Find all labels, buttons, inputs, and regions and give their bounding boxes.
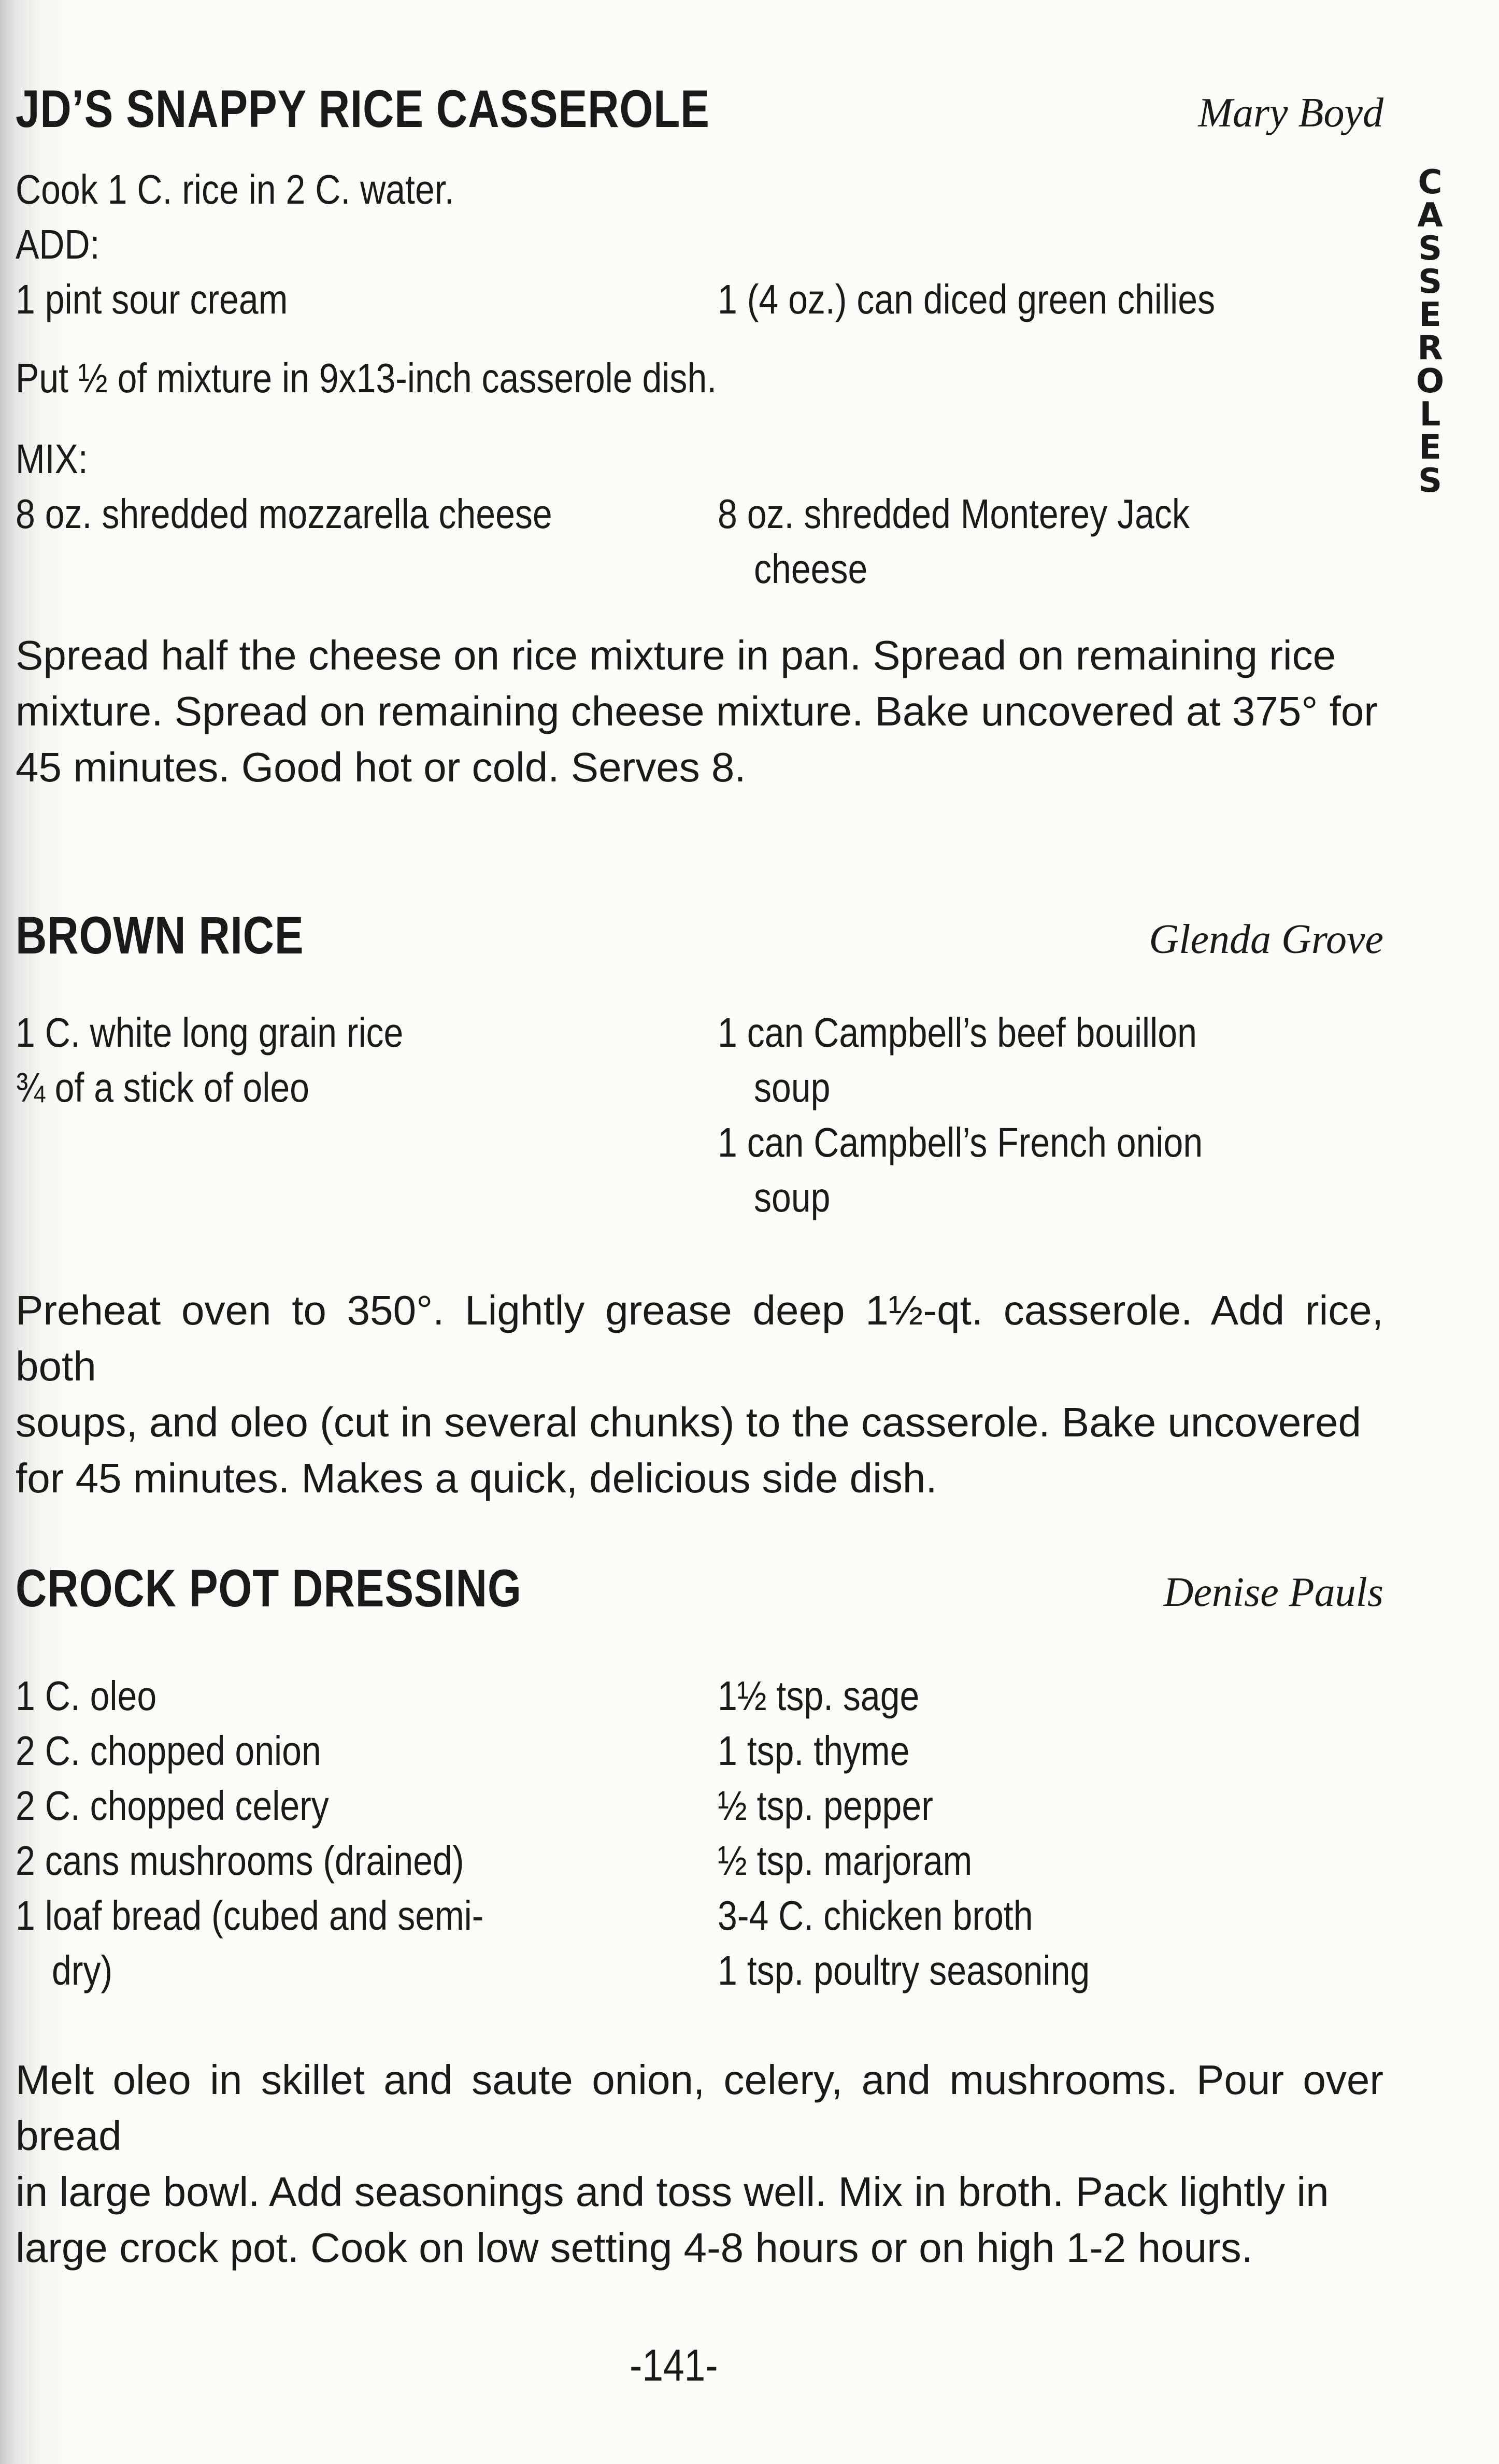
section-label-add: ADD: <box>16 221 100 267</box>
section-tab-letter: O <box>1416 362 1445 401</box>
directions-line: Melt oleo in skillet and saute onion, celery, and mushrooms. Pour over bread <box>16 2057 1383 2159</box>
section-tab-casseroles <box>1407 163 1453 500</box>
instruction-line: Cook 1 C. rice in 2 C. water. <box>16 166 454 212</box>
recipe-directions <box>16 628 1383 795</box>
section-tab-letter: A <box>1417 196 1443 235</box>
ingredient-right: 1½ tsp. sage <box>718 1673 920 1719</box>
directions-line: 45 minutes. Good hot or cold. Serves 8. <box>16 744 746 790</box>
section-tab-letter: L <box>1419 395 1441 434</box>
ingredient-right: 1 tsp. poultry seasoning <box>718 1947 1090 1993</box>
directions-line: in large bowl. Add seasonings and toss well. Mix in broth. Pack lightly in <box>16 2169 1329 2215</box>
ingredient-right-continued: cheese <box>754 546 868 592</box>
section-tab-letter: S <box>1418 230 1443 268</box>
ingredient-right: 1 can Campbell’s French onion <box>718 1119 1203 1165</box>
recipe-directions <box>16 1283 1383 1506</box>
section-label-mix: MIX: <box>16 436 88 482</box>
ingredient-left: 1 C. oleo <box>16 1673 157 1719</box>
ingredient-right: 8 oz. shredded Monterey Jack <box>718 491 1190 537</box>
section-tab-letter: C <box>1418 163 1443 202</box>
section-tab-letter: S <box>1418 462 1443 500</box>
ingredient-left: 2 C. chopped onion <box>16 1728 321 1774</box>
ingredient-right: 1 (4 oz.) can diced green chilies <box>718 276 1216 322</box>
ingredient-right-continued: soup <box>754 1174 831 1220</box>
section-tab-letter: R <box>1417 329 1443 367</box>
ingredient-right: 1 tsp. thyme <box>718 1728 910 1774</box>
ingredient-right: 3-4 C. chicken broth <box>718 1892 1033 1939</box>
recipe-author: Glenda Grove <box>1149 917 1383 962</box>
recipe-title: JD’S SNAPPY RICE CASSEROLE <box>16 79 710 138</box>
section-tab-letter: E <box>1419 429 1441 467</box>
ingredient-right: ½ tsp. marjoram <box>718 1838 973 1884</box>
directions-line: mixture. Spread on remaining cheese mixture. Bake uncovered at 375° for <box>16 688 1378 734</box>
directions-line: large crock pot. Cook on low setting 4-8 hours or on high 1-2 hours. <box>16 2225 1253 2271</box>
recipe-title: CROCK POT DRESSING <box>16 1559 522 1618</box>
page-number: -141- <box>630 2341 718 2390</box>
ingredient-left-continued: dry) <box>52 1947 113 1993</box>
ingredient-left: ¾ of a stick of oleo <box>16 1064 309 1110</box>
instruction-line: Put ½ of mixture in 9x13-inch casserole dish. <box>16 355 717 401</box>
ingredient-left: 1 pint sour cream <box>16 276 288 322</box>
ingredient-left: 2 C. chopped celery <box>16 1783 329 1829</box>
recipe-author: Denise Pauls <box>1163 1570 1383 1615</box>
directions-line: soups, and oleo (cut in several chunks) to the casserole. Bake uncovered <box>16 1399 1362 1445</box>
recipe-crock-pot-dressing <box>16 1557 1383 2271</box>
directions-line: Preheat oven to 350°. Lightly grease deep 1½-qt. casserole. Add rice, both <box>16 1287 1383 1389</box>
recipe-directions <box>16 2052 1383 2276</box>
ingredient-right: 1 can Campbell’s beef bouillon <box>718 1009 1197 1056</box>
ingredient-left: 1 loaf bread (cubed and semi- <box>16 1892 484 1939</box>
section-tab-letter: S <box>1418 263 1443 301</box>
recipe-brown-rice <box>16 904 1383 1501</box>
ingredient-right-continued: soup <box>754 1064 831 1110</box>
ingredient-left: 8 oz. shredded mozzarella cheese <box>16 491 552 537</box>
directions-line: Spread half the cheese on rice mixture in pan. Spread on remaining rice <box>16 632 1336 678</box>
recipe-title: BROWN RICE <box>16 906 304 965</box>
directions-line: for 45 minutes. Makes a quick, delicious side dish. <box>16 1455 937 1501</box>
recipe-jds-snappy-rice-casserole <box>16 78 1383 803</box>
ingredient-left: 1 C. white long grain rice <box>16 1009 404 1056</box>
recipe-author: Mary Boyd <box>1198 90 1383 136</box>
section-tab-letter: E <box>1419 296 1441 334</box>
ingredient-left: 2 cans mushrooms (drained) <box>16 1838 464 1884</box>
ingredient-right: ½ tsp. pepper <box>718 1783 933 1829</box>
